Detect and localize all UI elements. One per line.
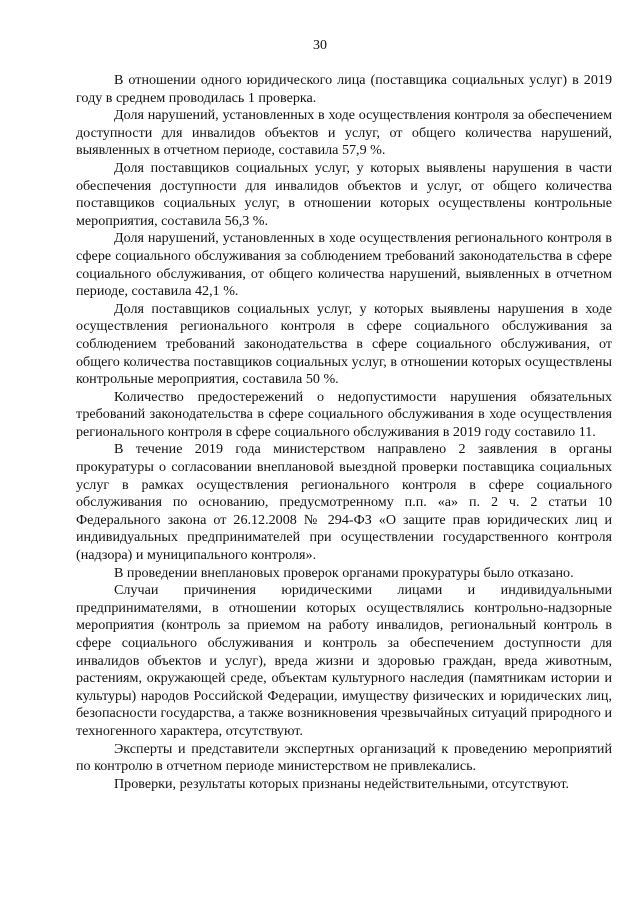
paragraph: Эксперты и представители экспертных организаций к проведению мероприятий по контролю в отчетном периоде министерством не привлекались.: [76, 740, 612, 775]
paragraph: Доля поставщиков социальных услуг, у которых выявлены нарушения в части обеспечения доступности для инвалидов объектов и услуг, от общего количества поставщиков социальных услуг, в отношении которых осуществлены контрольные мероприятия, составила 56,3 %.: [76, 159, 612, 229]
paragraph: В отношении одного юридического лица (поставщика социальных услуг) в 2019 году в среднем проводилась 1 проверка.: [76, 72, 612, 106]
paragraph: Доля нарушений, установленных в ходе осуществления контроля за обеспечением доступности для инвалидов объектов и услуг, от общего количества нарушений, выявленных в отчетном периоде, составила 57,9 %.: [76, 107, 612, 159]
paragraph: В течение 2019 года министерством направлено 2 заявления в органы прокуратуры о согласовании внеплановой выездной проверки поставщика социальных услуг в рамках осуществления регионального контроля в сфере социального обслуживания по основанию, предусмотренному п.п. «а» п. 2 ч. 2 статьи 10 Федерального закона от 26.12.2008 № 294-ФЗ «О защите прав юридических лиц и индивидуальных предпринимателей при осуществлении государственного контроля (надзора) и муниципального контроля».: [76, 441, 612, 564]
paragraph: Проверки, результаты которых признаны недействительными, отсутствуют.: [114, 775, 570, 792]
paragraph: Количество предостережений о недопустимости нарушения обязательных требований законодательства в сфере социального обслуживания в ходе осуществления регионального контроля в сфере социального обслуживания в 2019 году составило 11.: [76, 388, 612, 440]
paragraph: Случаи причинения юридическими лицами и индивидуальными предпринимателями, в отношении которых осуществлялись контрольно-надзорные мероприятия (контроль за приемом на работу инвалидов, региональный контроль в сфере социального обслуживания и контроль за обеспечением доступности для инвалидов объектов и услуг), вреда жизни и здоровью граждан, вреда животным, растениям, окружающей среде, объектам культурного наследия (памятникам истории и культуры) народов Российской Федерации, имуществу физических и юридических лиц, безопасности государства, а также возникновения чрезвычайных ситуаций природного и техногенного характера, отсутствуют.: [76, 582, 612, 739]
paragraph: Доля поставщиков социальных услуг, у которых выявлены нарушения в ходе осуществления регионального контроля в сфере социального обслуживания за соблюдением требований законодательства в сфере социального обслуживания, от общего количества поставщиков социальных услуг, в отношении которых осуществлены контрольные мероприятия, составила 50 %.: [76, 300, 612, 388]
paragraph: Доля нарушений, установленных в ходе осуществления регионального контроля в сфере социального обслуживания за соблюдением требований законодательства в сфере социального обслуживания, от общего количества нарушений, выявленных в отчетном периоде, составила 42,1 %.: [76, 230, 612, 300]
page-number: 30: [313, 38, 327, 53]
document-body: [76, 72, 612, 793]
paragraph: В проведении внеплановых проверок органами прокуратуры было отказано.: [114, 564, 574, 581]
